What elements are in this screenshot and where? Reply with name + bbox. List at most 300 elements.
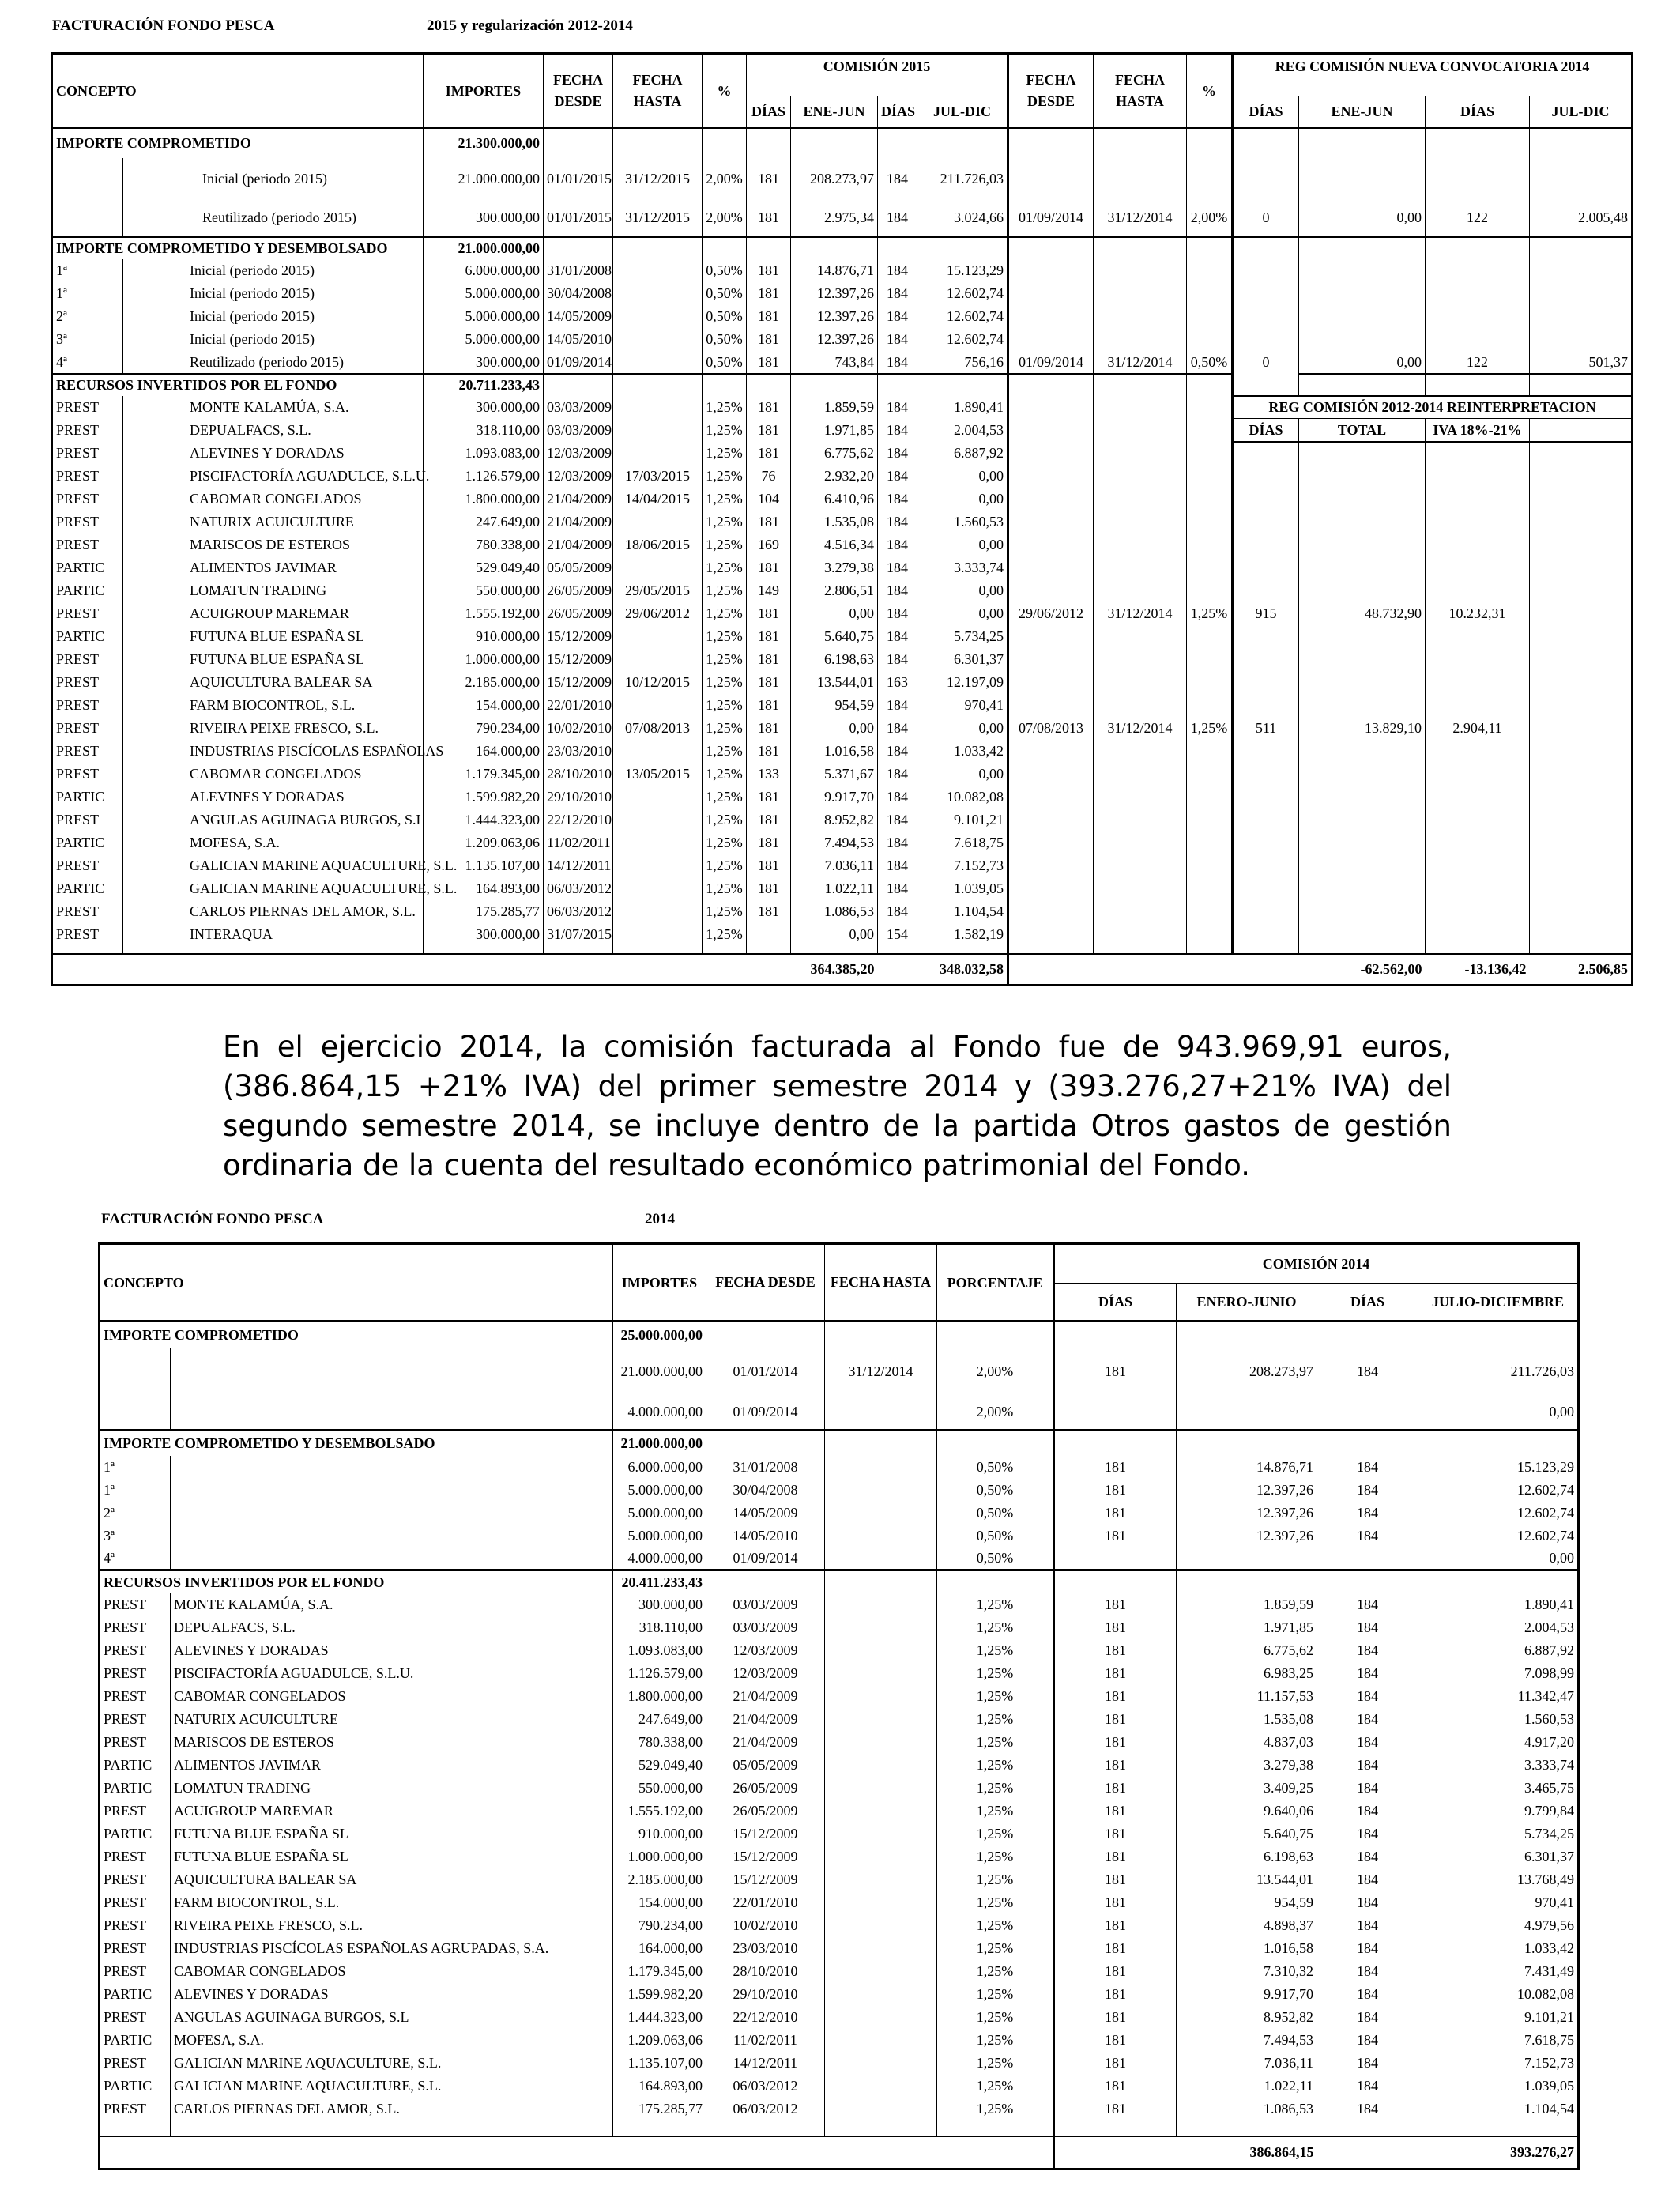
table-cell [937, 2120, 1054, 2136]
table-cell [878, 954, 917, 986]
row-jul-dic: 7.618,75 [1418, 2029, 1579, 2052]
row-jul-dic: 1.104,54 [917, 900, 1008, 923]
row-importe: 5.000.000,00 [613, 1479, 706, 1502]
row-fecha-desde: 21/04/2009 [706, 1731, 825, 1754]
row-ene-jun: 2.806,51 [791, 579, 878, 602]
col-jul-dic: JUL-DIC [917, 96, 1008, 128]
table-row [52, 831, 1633, 854]
row-r-dias2: 122 [1426, 351, 1530, 374]
row-pct: 1,25% [703, 854, 747, 877]
row-type: PARTIC [56, 582, 105, 598]
row-importe: 1.093.083,00 [424, 442, 544, 465]
row-r-dias [1233, 305, 1299, 328]
table-row [52, 694, 1633, 717]
table-cell [791, 128, 878, 158]
row-pct: 1,25% [937, 1891, 1054, 1914]
row-ene-jun: 3.409,25 [1177, 1777, 1317, 1800]
row-fecha-desde: 21/04/2009 [706, 1685, 825, 1708]
row-ene-jun: 13.544,01 [1177, 1868, 1317, 1891]
row-dias: 181 [747, 717, 791, 740]
row-type: PARTIC [56, 628, 105, 644]
row-dias2: 184 [1317, 1891, 1418, 1914]
row-ene-jun: 4.516,34 [791, 533, 878, 556]
row-ene-jun: 1.535,08 [1177, 1708, 1317, 1731]
row-ri-iva: 10.232,31 [1426, 602, 1530, 625]
row-type: PARTIC [104, 2078, 153, 2094]
row-fecha-hasta: 29/05/2015 [613, 579, 703, 602]
row-pct: 1,25% [703, 511, 747, 533]
row-fecha-hasta [825, 1731, 937, 1754]
table-cell [703, 237, 747, 259]
row-concept: CABOMAR CONGELADOS [123, 763, 424, 786]
row-jul-dic: 0,00 [917, 579, 1008, 602]
row-pct2 [1187, 282, 1233, 305]
row-type: PREST [56, 926, 100, 942]
row-fecha-desde: 28/10/2010 [544, 763, 613, 786]
row-pct: 0,50% [703, 259, 747, 282]
row-fecha-desde: 05/05/2009 [706, 1754, 825, 1777]
row-dias: 181 [1054, 1731, 1177, 1754]
table-cell [1530, 419, 1633, 442]
row-fecha-hasta: 29/06/2012 [613, 602, 703, 625]
row-pct: 1,25% [937, 1777, 1054, 1800]
row-jul-dic: 1.582,19 [917, 923, 1008, 946]
row-concept: ALEVINES Y DORADAS [171, 1639, 613, 1662]
row-fecha-desde: 12/03/2009 [544, 442, 613, 465]
row-fecha-hasta [825, 2098, 937, 2120]
row-ri-iva [1426, 786, 1530, 809]
row-type: 3ª [104, 1528, 115, 1544]
row-fecha-hasta2: 31/12/2014 [1094, 351, 1187, 374]
row-fecha-hasta2 [1094, 854, 1187, 877]
table-cell [544, 946, 613, 954]
row-dias2: 184 [1317, 1868, 1418, 1891]
table-cell [917, 128, 1008, 158]
row-dias: 169 [747, 533, 791, 556]
row-r-jul-dic [1530, 158, 1633, 199]
row-fecha-desde2: 07/08/2013 [1008, 717, 1094, 740]
section-label: IMPORTE COMPROMETIDO [100, 1321, 613, 1348]
table-row [100, 1777, 1579, 1800]
col-ene-jun: ENE-JUN [791, 96, 878, 128]
row-dias2: 184 [878, 809, 917, 831]
table-row [52, 533, 1633, 556]
row-ene-jun: 5.371,67 [791, 763, 878, 786]
row-fecha-hasta [825, 1708, 937, 1731]
table-row [100, 1394, 1579, 1431]
row-importe: 5.000.000,00 [613, 1502, 706, 1525]
row-dias2: 184 [1317, 2006, 1418, 2029]
row-fecha-desde: 15/12/2009 [544, 648, 613, 671]
row-dias2: 184 [1317, 2075, 1418, 2098]
commission-paragraph: En el ejercicio 2014, la comisión facturada al Fondo fue de 943.969,91 euros, (386.864,15 +21% IVA) del primer semestre 2014 y (393.276,27+21% IVA) del segundo semestre 2014, se incluye dentro de la partida Otros gastos de gestión ordinaria de la cuenta del resultado económico patrimonial del Fondo. [223, 1030, 1452, 1182]
row-ri-total [1299, 511, 1426, 533]
row-dias: 181 [1054, 1845, 1177, 1868]
row-ene-jun: 9.917,70 [1177, 1983, 1317, 2006]
row-dias [1054, 1547, 1177, 1570]
row-ene-jun: 1.022,11 [791, 877, 878, 900]
table-cell [917, 946, 1008, 954]
row-pct: 1,25% [937, 1845, 1054, 1868]
row-dias: 181 [1054, 2098, 1177, 2120]
row-concept: CARLOS PIERNAS DEL AMOR, S.L. [171, 2098, 613, 2120]
row-fecha-desde2 [1008, 740, 1094, 763]
row-ene-jun: 11.157,53 [1177, 1685, 1317, 1708]
row-importe: 910.000,00 [613, 1823, 706, 1845]
row-concept [171, 1456, 613, 1479]
row-pct: 1,25% [703, 419, 747, 442]
row-fecha-hasta [825, 2052, 937, 2075]
row-ri-total: 13.829,10 [1299, 717, 1426, 740]
totals-row [52, 954, 1633, 986]
row-type: PREST [104, 1849, 147, 1864]
row-dias: 181 [1054, 1662, 1177, 1685]
row-pct: 2,00% [703, 158, 747, 199]
row-pct: 1,25% [703, 533, 747, 556]
row-importe: 1.555.192,00 [613, 1800, 706, 1823]
row-fecha-hasta [613, 877, 703, 900]
row-dias: 181 [1054, 1685, 1177, 1708]
table-cell [1530, 533, 1633, 556]
row-jul-dic: 12.197,09 [917, 671, 1008, 694]
row-pct: 0,50% [937, 1547, 1054, 1570]
row-dias: 181 [747, 900, 791, 923]
row-fecha-desde2 [1008, 282, 1094, 305]
row-ri-dias [1233, 648, 1299, 671]
row-concept: MOFESA, S.A. [123, 831, 424, 854]
row-pct: 1,25% [703, 396, 747, 419]
row-dias: 181 [1054, 2029, 1177, 2052]
row-pct: 0,50% [937, 1525, 1054, 1547]
row-ene-jun: 12.397,26 [791, 305, 878, 328]
row-dias2: 184 [878, 717, 917, 740]
row-fecha-desde2: 29/06/2012 [1008, 602, 1094, 625]
table-cell [1177, 1431, 1317, 1456]
row-fecha-desde: 12/03/2009 [706, 1639, 825, 1662]
row-dias2: 184 [1317, 1525, 1418, 1547]
table-cell [1530, 556, 1633, 579]
row-importe: 247.649,00 [424, 511, 544, 533]
row-importe: 164.893,00 [613, 2075, 706, 2098]
row-pct: 1,25% [703, 465, 747, 488]
row-concept: Reutilizado (periodo 2015) [123, 351, 424, 374]
row-dias: 181 [747, 305, 791, 328]
row-jul-dic: 11.342,47 [1418, 1685, 1579, 1708]
table-cell [1317, 1321, 1418, 1348]
row-ri-dias [1233, 740, 1299, 763]
row-pct2 [1187, 465, 1233, 488]
row-jul-dic: 0,00 [917, 533, 1008, 556]
row-concept: ACUIGROUP MAREMAR [123, 602, 424, 625]
row-ri-total [1299, 488, 1426, 511]
table-cell [706, 1431, 825, 1456]
row-dias: 181 [747, 442, 791, 465]
row-pct2 [1187, 763, 1233, 786]
row-fecha-hasta2 [1094, 786, 1187, 809]
row-r-dias2 [1426, 282, 1530, 305]
row-dias2: 184 [1317, 1616, 1418, 1639]
row-ri-total [1299, 923, 1426, 946]
row-r-dias2 [1426, 259, 1530, 282]
col-dias2: DÍAS [1317, 1284, 1418, 1321]
row-type: PREST [56, 468, 100, 484]
row-r-jul-dic: 2.005,48 [1530, 199, 1633, 237]
row-jul-dic: 10.082,08 [917, 786, 1008, 809]
row-ene-jun: 9.917,70 [791, 786, 878, 809]
row-ri-iva [1426, 809, 1530, 831]
row-r-jul-dic: 501,37 [1530, 351, 1633, 374]
row-type: PREST [56, 674, 100, 690]
row-dias2: 184 [878, 648, 917, 671]
row-dias2: 184 [1317, 1731, 1418, 1754]
row-concept: FARM BIOCONTROL, S.L. [123, 694, 424, 717]
row-importe: 154.000,00 [613, 1891, 706, 1914]
row-concept [171, 1502, 613, 1525]
row-fecha-hasta2 [1094, 763, 1187, 786]
row-jul-dic: 6.301,37 [917, 648, 1008, 671]
row-dias2: 184 [1317, 1639, 1418, 1662]
row-fecha-hasta [613, 305, 703, 328]
row-pct2 [1187, 923, 1233, 946]
col-r-ene-jun: ENE-JUN [1299, 96, 1426, 128]
row-importe: 550.000,00 [424, 579, 544, 602]
row-dias2: 184 [878, 763, 917, 786]
row-ri-dias [1233, 579, 1299, 602]
table-cell [1177, 2120, 1317, 2136]
row-type: PARTIC [104, 1757, 153, 1773]
row-fecha-desde: 10/02/2010 [706, 1914, 825, 1937]
row-dias: 181 [1054, 1891, 1177, 1914]
row-dias2: 184 [878, 579, 917, 602]
col-r-dias2: DÍAS [1426, 96, 1530, 128]
table-row [52, 740, 1633, 763]
row-fecha-hasta2 [1094, 740, 1187, 763]
row-concept [171, 1525, 613, 1547]
col-concepto: CONCEPTO [104, 1274, 184, 1291]
table-row [52, 158, 1633, 199]
row-importe: 2.185.000,00 [613, 1868, 706, 1891]
total-reg-3: 2.506,85 [1530, 954, 1633, 986]
row-importe: 247.649,00 [613, 1708, 706, 1731]
row-jul-dic: 15.123,29 [1418, 1456, 1579, 1479]
row-ene-jun: 12.397,26 [791, 328, 878, 351]
row-pct: 1,25% [703, 923, 747, 946]
row-dias2: 184 [878, 625, 917, 648]
row-type: 1ª [104, 1482, 115, 1498]
row-dias: 181 [747, 511, 791, 533]
row-dias: 181 [1054, 1525, 1177, 1547]
row-importe: 5.000.000,00 [424, 328, 544, 351]
col-ri-dias: DÍAS [1233, 419, 1299, 442]
row-pct: 1,25% [703, 809, 747, 831]
row-fecha-desde: 03/03/2009 [706, 1593, 825, 1616]
row-dias: 181 [747, 158, 791, 199]
row-pct: 1,25% [703, 648, 747, 671]
row-ri-iva [1426, 854, 1530, 877]
table-row [100, 1616, 1579, 1639]
row-importe: 1.179.345,00 [424, 763, 544, 786]
row-ene-jun: 1.022,11 [1177, 2075, 1317, 2098]
row-concept: GALICIAN MARINE AQUACULTURE, S.L. [171, 2052, 613, 2075]
row-fecha-desde2 [1008, 786, 1094, 809]
table-cell [937, 1321, 1054, 1348]
table-cell [747, 946, 791, 954]
row-dias2 [1317, 1547, 1418, 1570]
table-cell [1530, 900, 1633, 923]
row-ri-dias [1233, 809, 1299, 831]
row-fecha-hasta2 [1094, 831, 1187, 854]
row-dias2: 184 [1317, 1685, 1418, 1708]
row-dias2: 184 [878, 199, 917, 237]
spacer-row [52, 946, 1633, 954]
row-importe: 550.000,00 [613, 1777, 706, 1800]
table-cell [1233, 237, 1299, 259]
row-importe: 1.000.000,00 [424, 648, 544, 671]
row-type: PREST [56, 651, 100, 667]
row-r-dias [1233, 328, 1299, 351]
row-jul-dic: 211.726,03 [917, 158, 1008, 199]
table-cell [878, 946, 917, 954]
table-cell [937, 1570, 1054, 1593]
row-dias: 181 [747, 740, 791, 763]
row-dias: 181 [747, 396, 791, 419]
row-type: 4ª [104, 1550, 115, 1566]
row-ene-jun: 7.036,11 [791, 854, 878, 877]
row-fecha-hasta [825, 2006, 937, 2029]
table-cell [1299, 237, 1426, 259]
row-pct2: 1,25% [1187, 602, 1233, 625]
row-dias2: 184 [1317, 1823, 1418, 1845]
row-pct: 1,25% [937, 1937, 1054, 1960]
row-pct2 [1187, 158, 1233, 199]
row-fecha-hasta2 [1094, 648, 1187, 671]
row-fecha-desde: 22/12/2010 [544, 809, 613, 831]
row-ene-jun: 14.876,71 [791, 259, 878, 282]
row-ri-total [1299, 877, 1426, 900]
table-cell [100, 2120, 171, 2136]
row-ene-jun: 954,59 [791, 694, 878, 717]
row-ri-dias [1233, 854, 1299, 877]
row-ene-jun: 4.837,03 [1177, 1731, 1317, 1754]
row-fecha-hasta2 [1094, 396, 1187, 419]
row-fecha-hasta2 [1094, 488, 1187, 511]
row-fecha-hasta2 [1094, 465, 1187, 488]
row-concept: ANGULAS AGUINAGA BURGOS, S.L [123, 809, 424, 831]
row-dias2: 184 [1317, 1777, 1418, 1800]
row-fecha-hasta [825, 1845, 937, 1868]
row-fecha-hasta2 [1094, 900, 1187, 923]
row-fecha-desde: 21/04/2009 [544, 488, 613, 511]
table-cell [1530, 809, 1633, 831]
table-cell [706, 1321, 825, 1348]
row-dias: 149 [747, 579, 791, 602]
row-concept: ACUIGROUP MAREMAR [171, 1800, 613, 1823]
section-amount: 25.000.000,00 [613, 1321, 706, 1348]
table-cell [1426, 374, 1530, 396]
col-dias2: DÍAS [878, 96, 917, 128]
row-ene-jun: 9.640,06 [1177, 1800, 1317, 1823]
row-concept: NATURIX ACUICULTURE [123, 511, 424, 533]
row-ri-dias [1233, 511, 1299, 533]
row-dias: 181 [1054, 1960, 1177, 1983]
row-dias2: 184 [878, 877, 917, 900]
row-dias: 181 [1054, 2006, 1177, 2029]
row-importe: 300.000,00 [424, 351, 544, 374]
row-fecha-desde: 01/09/2014 [706, 1547, 825, 1570]
row-fecha-hasta2 [1094, 923, 1187, 946]
row-dias2 [1317, 1394, 1418, 1431]
row-fecha-hasta [825, 1662, 937, 1685]
row-fecha-hasta [613, 740, 703, 763]
row-dias: 181 [1054, 1937, 1177, 1960]
header-row-1 [100, 1244, 1579, 1284]
row-pct2 [1187, 488, 1233, 511]
row-dias2: 184 [1317, 1800, 1418, 1823]
row-fecha-desde: 22/01/2010 [706, 1891, 825, 1914]
row-concept: MONTE KALAMÚA, S.A. [123, 396, 424, 419]
row-type: PARTIC [104, 1986, 153, 2002]
row-dias: 104 [747, 488, 791, 511]
table-cell [1008, 954, 1233, 986]
row-fecha-hasta [613, 809, 703, 831]
row-fecha-desde2 [1008, 556, 1094, 579]
row-fecha-hasta2 [1094, 328, 1187, 351]
table-cell [703, 946, 747, 954]
table-cell [917, 237, 1008, 259]
col-pct2: % [1187, 54, 1233, 128]
row-fecha-desde2 [1008, 809, 1094, 831]
row-ri-total [1299, 694, 1426, 717]
col-ri-iva: IVA 18%-21% [1426, 419, 1530, 442]
row-fecha-desde: 31/01/2008 [544, 259, 613, 282]
table-row [52, 442, 1633, 465]
col-jul-dic: JULIO-DICIEMBRE [1418, 1284, 1579, 1321]
table-cell [1187, 374, 1233, 396]
row-ene-jun: 5.640,75 [791, 625, 878, 648]
row-importe: 1.599.982,20 [613, 1983, 706, 2006]
table-cell [100, 2136, 1054, 2169]
row-dias2: 184 [878, 442, 917, 465]
table-row [52, 511, 1633, 533]
row-ri-iva [1426, 442, 1530, 465]
table-cell [1054, 2136, 1177, 2169]
table-cell [1317, 2136, 1418, 2169]
section-amount: 21.300.000,00 [424, 128, 544, 158]
row-ene-jun: 12.397,26 [1177, 1525, 1317, 1547]
row-r-dias [1233, 158, 1299, 199]
row-fecha-desde: 26/05/2009 [544, 602, 613, 625]
section-amount: 21.000.000,00 [424, 237, 544, 259]
table-cell [1317, 1431, 1418, 1456]
table-cell [703, 128, 747, 158]
row-pct: 1,25% [937, 1616, 1054, 1639]
table-cell [1530, 648, 1633, 671]
row-type: PREST [56, 697, 100, 713]
row-ri-iva [1426, 740, 1530, 763]
row-fecha-desde: 23/03/2010 [706, 1937, 825, 1960]
row-fecha-hasta [825, 1479, 937, 1502]
table-cell [1299, 946, 1426, 954]
row-dias: 181 [1054, 1868, 1177, 1891]
row-fecha-desde: 15/12/2009 [706, 1823, 825, 1845]
section-row [100, 1321, 1579, 1348]
row-pct: 1,25% [937, 1983, 1054, 2006]
row-importe: 318.110,00 [613, 1616, 706, 1639]
row-ene-jun: 1.971,85 [1177, 1616, 1317, 1639]
row-ri-total [1299, 786, 1426, 809]
row-r-ene-jun [1299, 158, 1426, 199]
row-r-ene-jun: 0,00 [1299, 351, 1426, 374]
